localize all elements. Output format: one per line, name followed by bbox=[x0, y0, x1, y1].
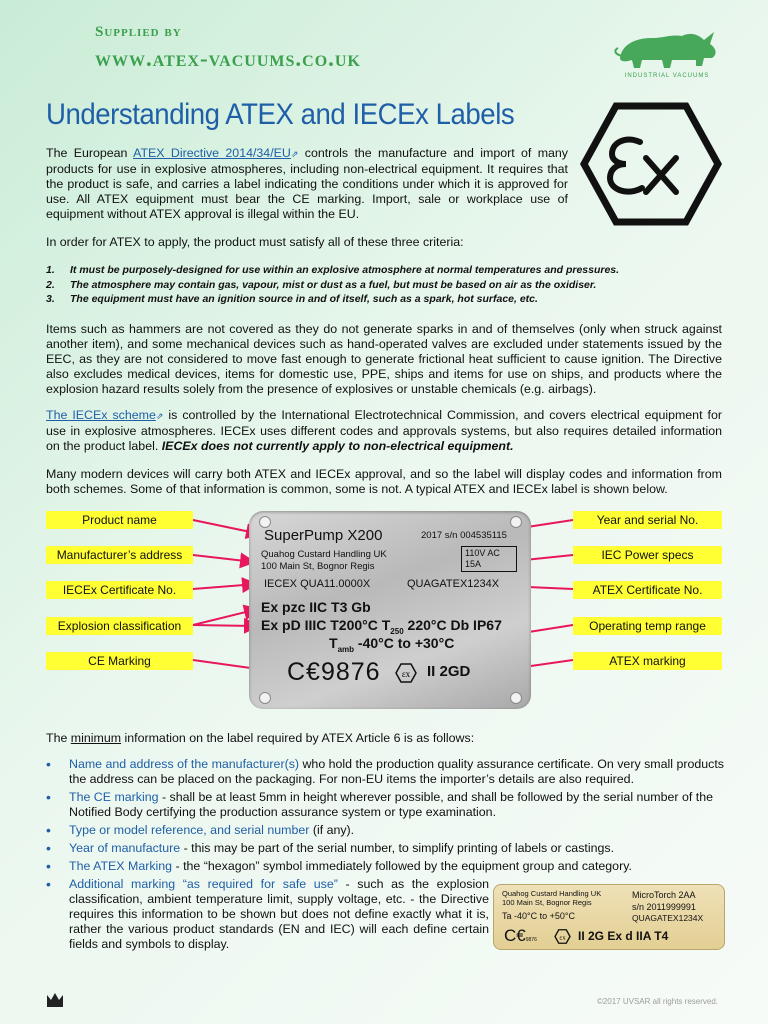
callout-power-specs: IEC Power specs bbox=[573, 546, 722, 564]
logo-caption: INDUSTRIAL VACUUMS bbox=[624, 73, 710, 79]
website-link[interactable]: www.atex-vacuums.co.uk bbox=[95, 46, 361, 71]
plate-year-serial: 2017 s/n 004535115 bbox=[421, 530, 507, 541]
example-label-plate bbox=[249, 511, 531, 709]
callout-year-serial: Year and serial No. bbox=[573, 511, 722, 529]
page-title: Understanding ATEX and IECEx Labels bbox=[46, 98, 515, 131]
callout-operating-temp: Operating temp range bbox=[573, 617, 722, 635]
plate-class-line2: Ex pD IIIC T200°C $T_{250}$ 220°C Db IP67 bbox=[261, 617, 502, 636]
list-item: 2. The atmosphere may contain gas, vapour, mist or dust as a fuel, but must be based on air as the oxidiser. bbox=[46, 278, 597, 291]
callout-ce-marking: CE Marking bbox=[46, 652, 193, 670]
callout-atex-marking: ATEX marking bbox=[573, 652, 722, 670]
iecex-paragraph: The IECEx scheme⇗ is controlled by the International Electrotechnical Commission, and covers electrical equipment for use in explosive atmospheres. IECEx uses different codes and approvals systems, but also requires detailed information on the product label. IECEx does not currently apply to non-electrical equipment. bbox=[46, 408, 722, 453]
list-item: 3. The equipment must have an ignition source in and of itself, such as a spark, hot surface, etc. bbox=[46, 293, 538, 305]
callout-manufacturer-address: Manufacturer’s address bbox=[46, 546, 193, 564]
screw-icon bbox=[259, 692, 271, 704]
plate-ce-mark: C€9876 bbox=[287, 658, 381, 686]
callout-atex-certificate: ATEX Certificate No. bbox=[573, 581, 722, 599]
list-item: • Year of manufacture - this may be part of the serial number, to simplify printing of labels or castings. bbox=[46, 841, 726, 856]
ex-hexagon-icon bbox=[580, 102, 722, 226]
criteria-list bbox=[46, 263, 746, 307]
plate-atex-cert: QUAGATEX1234X bbox=[407, 578, 500, 590]
minimum-info-heading: The minimum information on the label required by ATEX Article 6 is as follows: bbox=[46, 731, 475, 745]
list-item: • The ATEX Marking - the “hexagon” symbol immediately followed by the equipment group and category. bbox=[46, 859, 726, 874]
plate-ex-hexagon-icon bbox=[395, 663, 417, 683]
small-plate-temp: Ta -40°C to +50°C bbox=[502, 911, 575, 921]
criteria-intro: In order for ATEX to apply, the product must satisfy all of these three criteria: bbox=[46, 235, 464, 249]
plate-tamb: $T_{amb}$ -40°C to +30°C bbox=[329, 635, 455, 654]
small-plate-manufacturer: Quahog Custard Handling UK 100 Main St, Bognor Regis bbox=[502, 889, 602, 907]
list-item: • Name and address of the manufacturer(s) who hold the production quality assurance certificate. On very small products the address can be placed on the packaging. For non-EU items the importer’s details are also required. bbox=[46, 757, 726, 787]
screw-icon bbox=[510, 516, 522, 528]
list-item: • The CE marking - shall be at least 5mm in height wherever possible, and shall be followed by the serial number of the Notified Body certifying the production assurance system or type examination. bbox=[46, 790, 726, 820]
list-item: • Additional marking “as required for safe use” - such as the explosion classification, ambient temperature limit, supply voltage, etc. - the Directive requires this information to be shown but does not define exactly what it is, rather the various product standards (EN and IEC) will each define certain fields and symbols to display. bbox=[46, 877, 489, 952]
plate-iecex-cert: IECEX QUA11.0000X bbox=[264, 578, 371, 590]
external-link-icon: ⇗ bbox=[290, 149, 299, 159]
small-plate-product: MicroTorch 2AA s/n 2011999991 bbox=[632, 890, 696, 912]
publisher-mark-icon bbox=[47, 993, 63, 1007]
screw-icon bbox=[510, 692, 522, 704]
svg-text:εx: εx bbox=[559, 934, 566, 942]
small-plate-marking: II 2G Ex d IIA T4 bbox=[578, 929, 669, 943]
dual-label-paragraph: Many modern devices will carry both ATEX and IECEx approval, and so the label will display codes and information from both schemes. Some of that information is common, some is not. A typical ATEX and IECEx label is shown below. bbox=[46, 467, 722, 496]
plate-class-line1: Ex pzc IIC T3 Gb bbox=[261, 599, 371, 615]
callout-iecex-certificate: IECEx Certificate No. bbox=[46, 581, 193, 599]
rhino-logo-icon bbox=[612, 22, 722, 72]
small-plate-ce: C€9876 bbox=[504, 926, 537, 945]
supplied-by-text: Supplied by bbox=[95, 24, 182, 40]
list-item: 1. It must be purposely-designed for use within an explosive atmosphere at normal temperatures and pressures. bbox=[46, 264, 620, 276]
list-item: • Type or model reference, and serial number (if any). bbox=[46, 823, 726, 838]
iecex-scheme-link[interactable]: The IECEx scheme bbox=[46, 408, 156, 422]
plate-power-box: 110V AC 15A bbox=[461, 546, 517, 572]
intro-paragraph: The European ATEX Directive 2014/34/EU⇗ controls the manufacture and import of many products for use in explosive atmospheres, including non-electrical equipment. It requires that the product is safe, and carries a label indicating the conditions under which it is approved for use. All ATEX equipment must bear the CE marking. Import, sale or workplace use of equipment without ATEX approval is illegal within the EU. bbox=[46, 146, 568, 221]
copyright-footer: ©2017 UVSAR all rights reserved. bbox=[596, 997, 718, 1006]
external-link-icon: ⇗ bbox=[155, 411, 164, 421]
small-plate-ex-icon bbox=[554, 929, 571, 944]
callout-product-name: Product name bbox=[46, 511, 193, 529]
plate-product-name: SuperPump X200 bbox=[264, 527, 383, 544]
atex-directive-link[interactable]: ATEX Directive 2014/34/EU bbox=[133, 146, 291, 160]
example-small-plate bbox=[493, 884, 725, 950]
small-plate-atex: QUAGATEX1234X bbox=[632, 913, 704, 923]
exclusions-paragraph: Items such as hammers are not covered as they do not generate sparks in and of themselves (only when struck against another item), and some mechanical devices such as hand-operated valves are excluded under statements issued by the EEC, as they are not considered to move fast enough to generate frictional heat sufficient to cause ignition. The Directive also excludes medical devices, items for domestic use, PPE, ships and items for use on ships, and products where the explosion hazard results solely from the presence of explosives or unstable chemicals (e.g. airbags). bbox=[46, 322, 722, 396]
plate-manufacturer: Quahog Custard Handling UK 100 Main St, Bognor Regis bbox=[261, 549, 387, 572]
svg-text:εx: εx bbox=[401, 669, 411, 679]
callout-explosion-classification: Explosion classification bbox=[46, 617, 193, 635]
plate-atex-marking: II 2GD bbox=[427, 663, 471, 680]
